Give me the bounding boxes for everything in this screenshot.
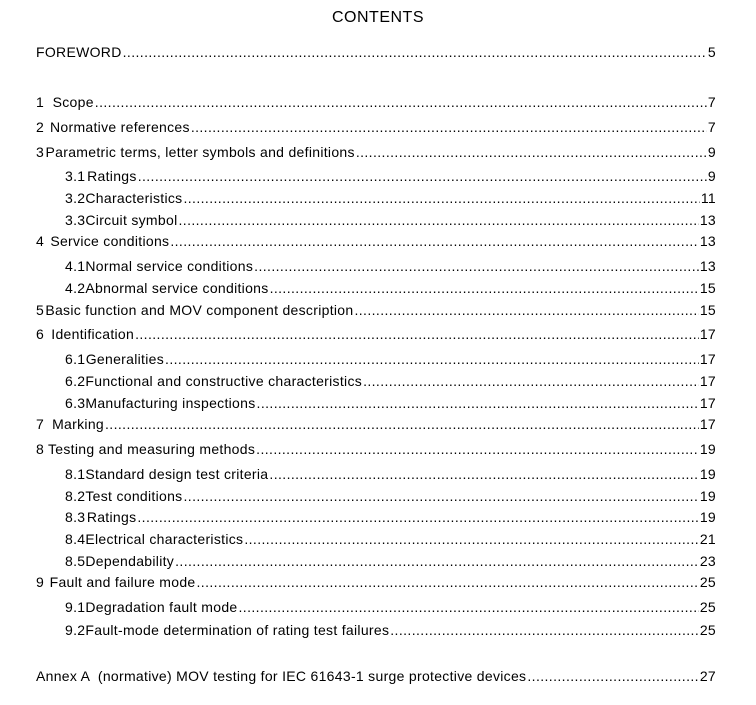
- toc-entry-label: Identification: [51, 326, 135, 342]
- toc-entry-page: 15: [699, 302, 716, 318]
- toc-leader-dots: [135, 325, 699, 343]
- toc-leader-dots: [244, 530, 698, 548]
- toc-leader-dots: [527, 667, 698, 685]
- toc-entry-page: 17: [699, 326, 716, 342]
- toc-entry-page: 15: [699, 280, 716, 296]
- toc-leader-dots: [270, 279, 699, 297]
- toc-entry-number: 8: [36, 441, 45, 457]
- toc-entry-page: 9: [707, 168, 716, 184]
- toc-leader-dots: [356, 143, 707, 161]
- toc-entry-1[interactable]: [36, 93, 716, 111]
- toc-leader-dots: [165, 350, 699, 368]
- toc-entry-4-1[interactable]: [65, 257, 716, 275]
- toc-entry-page: 17: [699, 373, 716, 389]
- toc-entry-label: Scope: [52, 94, 94, 110]
- toc-entry-page: 17: [699, 351, 716, 367]
- toc-entry-page: 5: [707, 44, 716, 60]
- toc-entry-number: 4: [36, 233, 45, 249]
- toc-entry-7[interactable]: [36, 415, 716, 433]
- toc-entry-2[interactable]: [36, 118, 716, 136]
- toc-leader-dots: [123, 43, 707, 61]
- toc-entry-number: 1: [36, 94, 45, 110]
- toc-entry-page: 13: [699, 212, 716, 228]
- toc-leader-dots: [95, 93, 707, 111]
- toc-entry-number: 6.1: [65, 351, 86, 367]
- toc-entry-label: Annex A (normative) MOV testing for IEC 61643-1 surge protective devices: [36, 668, 527, 684]
- toc-entry-8-4[interactable]: [65, 530, 716, 548]
- toc-entry-page: 13: [699, 233, 716, 249]
- toc-entry-label: Characteristics: [85, 190, 183, 206]
- toc-entry-3-2[interactable]: [65, 189, 716, 207]
- toc-entry-page: 21: [699, 531, 716, 547]
- toc-entry-4[interactable]: [36, 232, 716, 250]
- toc-entry-label: Generalities: [85, 351, 165, 367]
- toc-entry-6[interactable]: [36, 325, 716, 343]
- toc-leader-dots: [170, 232, 698, 250]
- toc-entry-number: 9.1: [65, 599, 86, 615]
- toc-entry-page: 25: [699, 599, 716, 615]
- toc-entry-3-3[interactable]: [65, 211, 716, 229]
- toc-entry-label: Degradation fault mode: [85, 599, 238, 615]
- toc-entry-3[interactable]: [36, 143, 716, 161]
- toc-entry-label: Dependability: [85, 553, 175, 569]
- toc-entry-number: 5: [36, 302, 45, 318]
- toc-entry-number: 3.1: [65, 168, 86, 184]
- toc-entry-4-2[interactable]: [65, 279, 716, 297]
- toc-entry-8-5[interactable]: [65, 552, 716, 570]
- toc-entry-number: 8.1: [65, 466, 86, 482]
- toc-entry-number: 3.3: [65, 212, 86, 228]
- toc-entry-page: 23: [699, 553, 716, 569]
- toc-entry-label: Normal service conditions: [85, 258, 254, 274]
- toc-entry-3-1[interactable]: [65, 167, 716, 185]
- toc-entry-9[interactable]: [36, 573, 716, 591]
- toc-entry-page: 25: [699, 574, 716, 590]
- toc-entry-label: Parametric terms, letter symbols and definitions: [45, 144, 355, 160]
- toc-leader-dots: [105, 415, 699, 433]
- toc-entry-label: Service conditions: [50, 233, 170, 249]
- toc-entry-6-3[interactable]: [65, 394, 716, 412]
- toc-leader-dots: [197, 573, 699, 591]
- toc-entry-page: 25: [699, 622, 716, 638]
- toc-entry-annex-a[interactable]: [36, 667, 716, 685]
- toc-entry-label: Normative references: [49, 119, 190, 135]
- toc-entry-page: 9: [707, 144, 716, 160]
- toc-entry-8-2[interactable]: [65, 487, 716, 505]
- toc-entry-label: FOREWORD: [36, 44, 122, 60]
- toc-entry-number: 6.2: [65, 373, 86, 389]
- toc-entry-number: 6: [36, 326, 45, 342]
- toc-entry-foreword[interactable]: [36, 43, 716, 61]
- toc-entry-number: 8.4: [65, 531, 86, 547]
- toc-entry-number: 3: [36, 144, 45, 160]
- toc-entry-label: Test conditions: [85, 488, 183, 504]
- toc-entry-label: Abnormal service conditions: [85, 280, 269, 296]
- toc-entry-page: 17: [699, 395, 716, 411]
- toc-entry-8-3[interactable]: [65, 508, 716, 526]
- toc-leader-dots: [175, 552, 699, 570]
- toc-leader-dots: [254, 257, 699, 275]
- toc-entry-page: 7: [707, 119, 716, 135]
- toc-entry-number: 9.2: [65, 622, 86, 638]
- toc-entry-label: Fault and failure mode: [49, 574, 196, 590]
- toc-entry-label: Standard design test criteria: [85, 466, 269, 482]
- toc-entry-label: Manufacturing inspections: [85, 395, 256, 411]
- toc-entry-page: 27: [699, 668, 716, 684]
- toc-leader-dots: [178, 211, 698, 229]
- toc-entry-label: Ratings: [87, 168, 137, 184]
- toc-entry-number: 7: [36, 416, 45, 432]
- toc-leader-dots: [191, 118, 707, 136]
- toc-entry-label: Ratings: [86, 509, 137, 525]
- toc-entry-number: 9: [36, 574, 45, 590]
- toc-entry-label: Functional and constructive characteristics: [85, 373, 363, 389]
- toc-entry-8[interactable]: [36, 440, 716, 458]
- toc-entry-page: 11: [700, 190, 716, 206]
- toc-entry-9-2[interactable]: [65, 621, 716, 639]
- toc-leader-dots: [137, 508, 698, 526]
- toc-entry-page: 13: [699, 258, 716, 274]
- toc-entry-label: Circuit symbol: [85, 212, 178, 228]
- toc-leader-dots: [138, 167, 707, 185]
- toc-leader-dots: [183, 487, 698, 505]
- toc-entry-number: 3.2: [65, 190, 86, 206]
- toc-entry-page: 19: [699, 509, 716, 525]
- toc-entry-number: 8.3: [65, 509, 86, 525]
- toc-entry-number: 4.2: [65, 280, 86, 296]
- toc-entry-label: Testing and measuring methods: [48, 441, 256, 457]
- toc-leader-dots: [183, 189, 699, 207]
- toc-entry-number: 8.5: [65, 553, 86, 569]
- toc-entry-page: 17: [699, 416, 716, 432]
- toc-entry-label: Marking: [52, 416, 104, 432]
- toc-entry-page: 19: [699, 488, 716, 504]
- toc-leader-dots: [256, 440, 699, 458]
- toc-leader-dots: [269, 465, 698, 483]
- toc-entry-number: 2: [36, 119, 45, 135]
- toc-leader-dots: [390, 621, 699, 639]
- toc-entry-number: 8.2: [65, 488, 86, 504]
- toc-entry-6-1[interactable]: [65, 350, 716, 368]
- toc-leader-dots: [257, 394, 699, 412]
- toc-entry-number: 6.3: [65, 395, 86, 411]
- toc-entry-label: Electrical characteristics: [85, 531, 244, 547]
- toc-entry-9-1[interactable]: [65, 598, 716, 616]
- toc-entry-5[interactable]: [36, 301, 716, 319]
- toc-leader-dots: [354, 301, 698, 319]
- toc-entry-label: Fault-mode determination of rating test failures: [85, 622, 390, 638]
- toc-entry-page: 7: [707, 94, 716, 110]
- toc-entry-label: Basic function and MOV component description: [45, 302, 354, 318]
- toc-leader-dots: [239, 598, 699, 616]
- toc-leader-dots: [363, 372, 699, 390]
- toc-entry-page: 19: [699, 441, 716, 457]
- toc-entry-6-2[interactable]: [65, 372, 716, 390]
- toc-entry-page: 19: [699, 466, 716, 482]
- toc-entry-number: 4.1: [65, 258, 86, 274]
- toc-entry-8-1[interactable]: [65, 465, 716, 483]
- page-title: CONTENTS: [332, 9, 424, 26]
